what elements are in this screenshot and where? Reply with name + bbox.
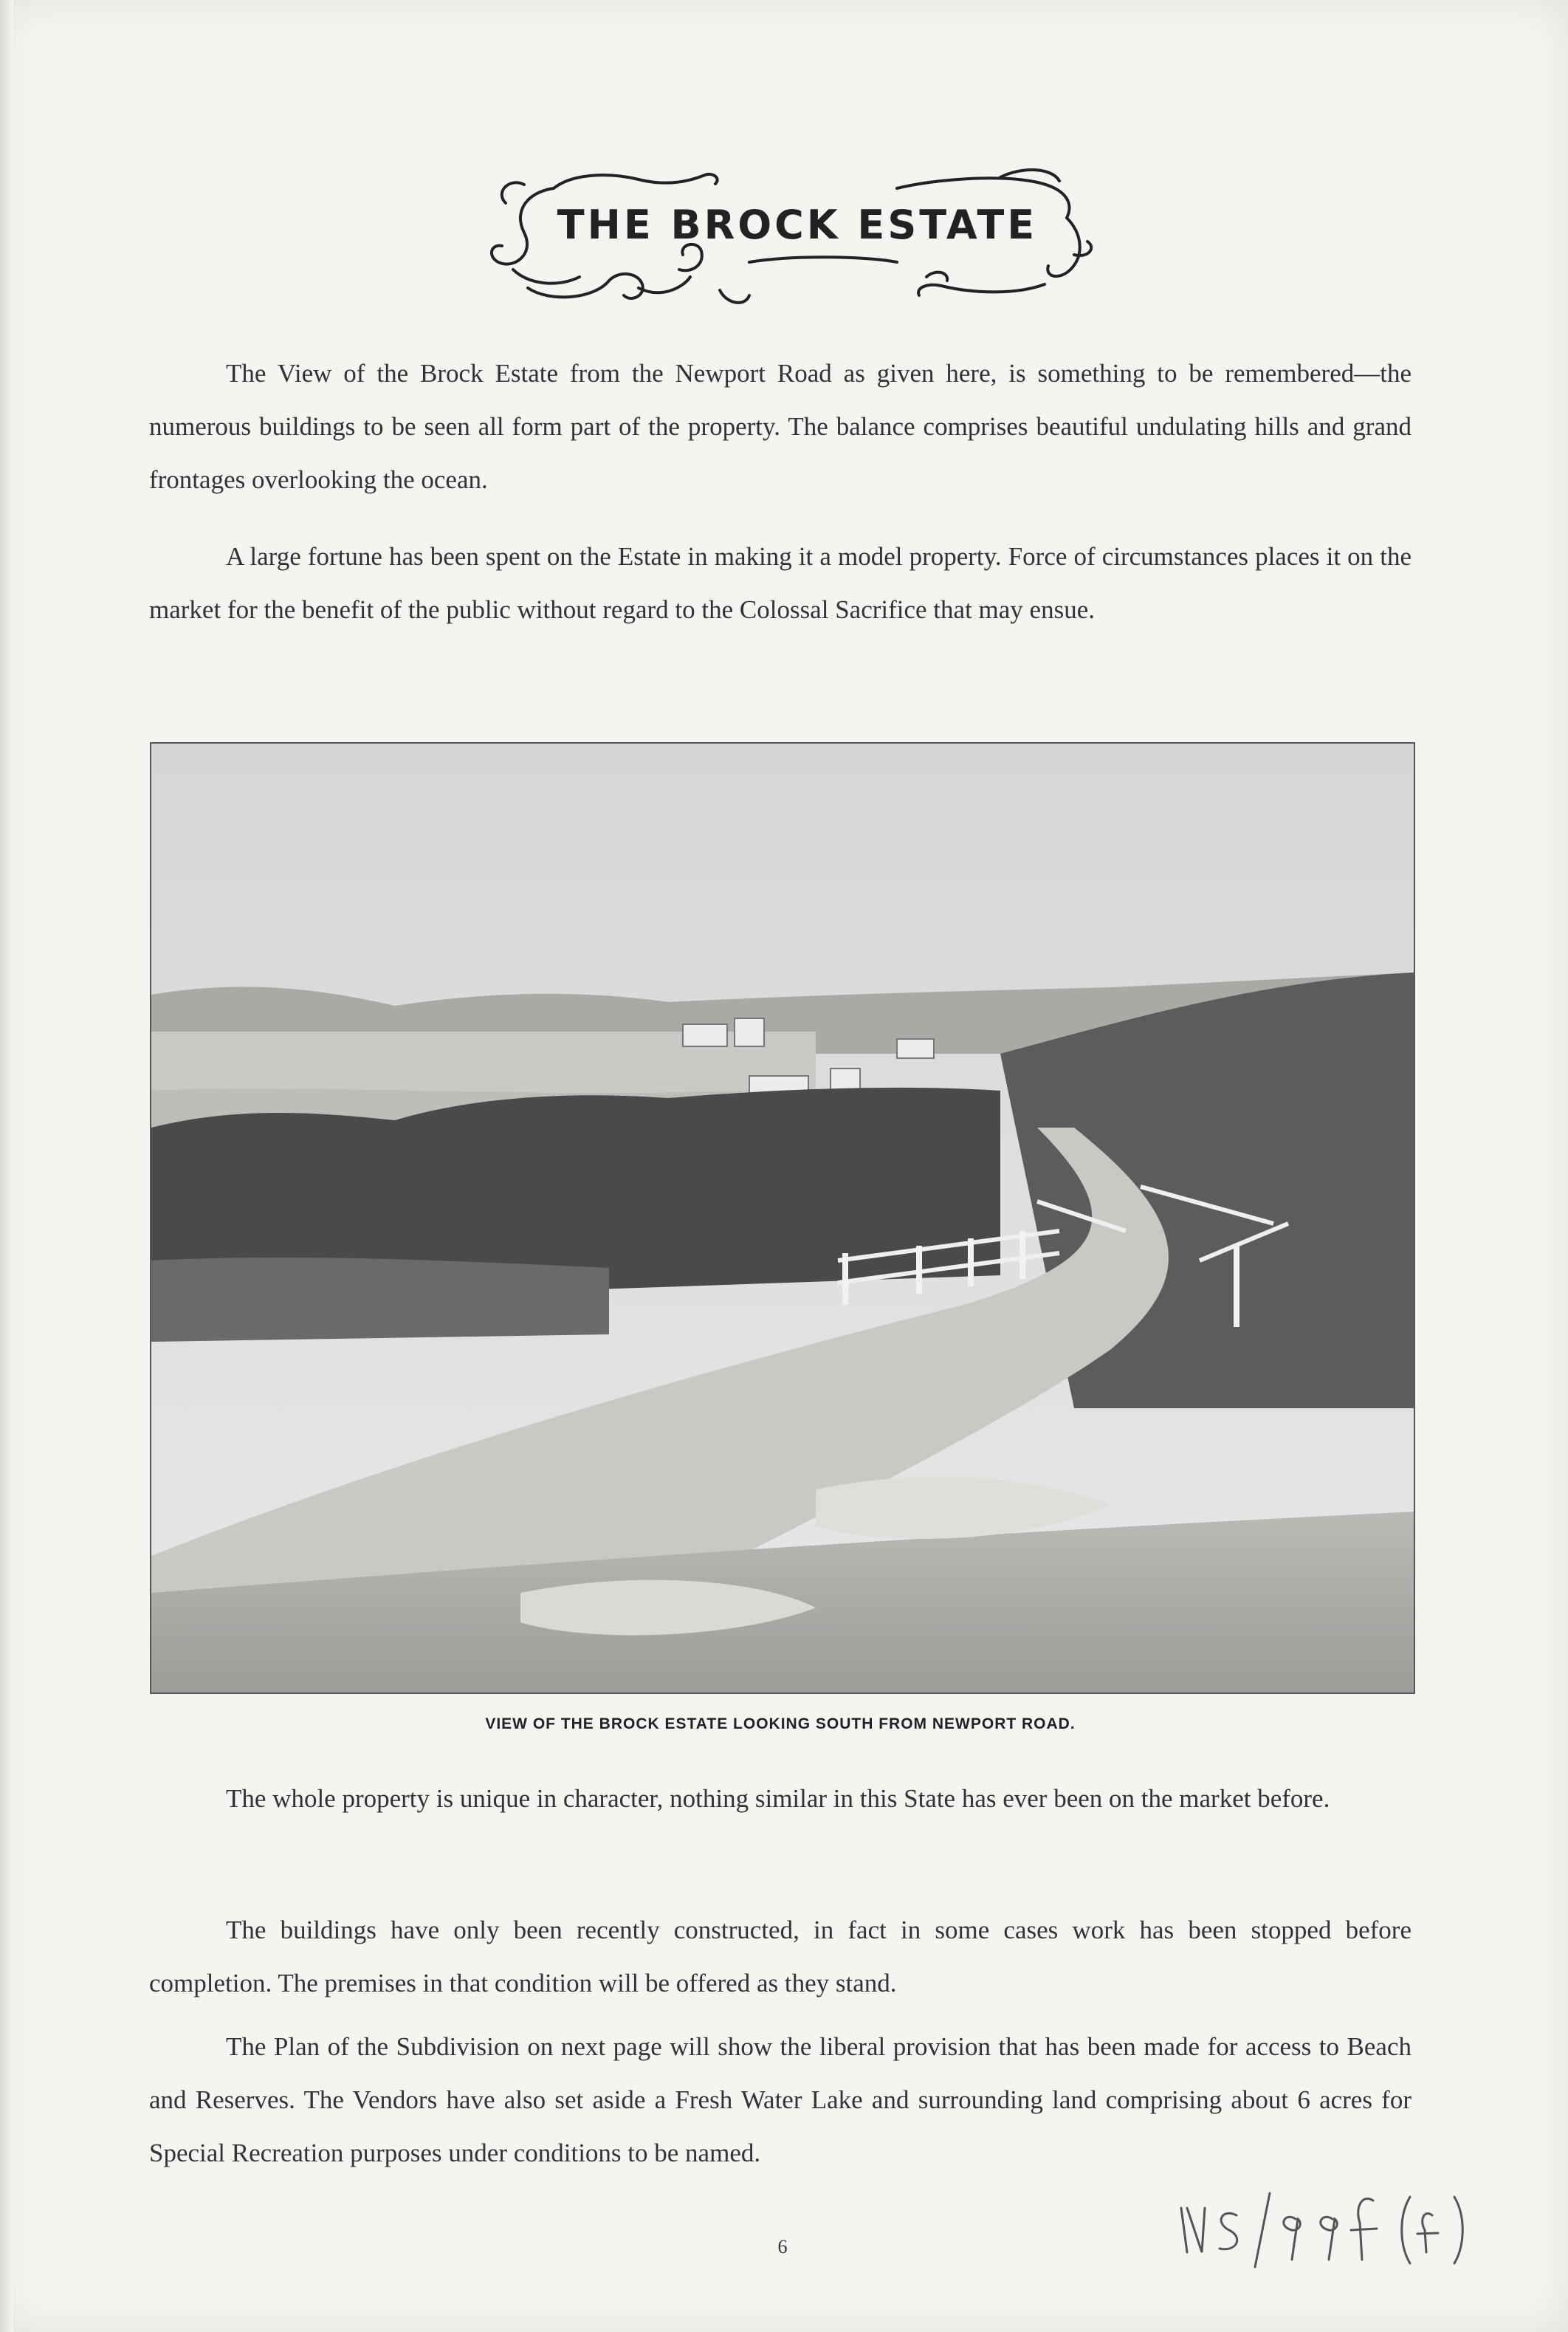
paragraph-large-fortune: A large fortune has been spent on the Estate in making it a model property. Force of circumstances places it on the market for the benefit of the public without regard to the Colossal Sacrifice that may ensue. [149, 542, 1411, 624]
paragraph-view-of-estate: The View of the Brock Estate from the Newport Road as given here, is something to be remembered—the numerous buildings to be seen all form part of the property. The balance comprises beautiful undulating hills and grand frontages overlooking the ocean. [149, 359, 1411, 494]
page-number: 6 [777, 2236, 788, 2257]
estate-photograph [150, 742, 1415, 1694]
photo-caption: VIEW OF THE BROCK ESTATE LOOKING SOUTH FROM NEWPORT ROAD. [485, 1715, 1076, 1732]
paragraph-plan-of-subdivision: The Plan of the Subdivision on next page will show the liberal provision that has been made for access to Beach and Reserves. The Vendors have also set aside a Fresh Water Lake and surrounding land comprising about 6 acres for Special Recreation purposes under conditions to be named. [149, 2032, 1411, 2167]
page-title: THE BROCK ESTATE [557, 202, 1038, 248]
title-cartouche [484, 159, 1111, 318]
handwritten-note-icon [1166, 2178, 1476, 2274]
paragraph-whole-property: The whole property is unique in character, nothing similar in this State has ever been on the market before. [226, 1784, 1330, 1813]
landscape-photo-icon [151, 744, 1414, 1693]
paragraph-buildings: The buildings have only been recently constructed, in fact in some cases work has been stopped before completion. The premises in that condition will be offered as they stand. [149, 1916, 1411, 1997]
page-edge [0, 0, 13, 2332]
